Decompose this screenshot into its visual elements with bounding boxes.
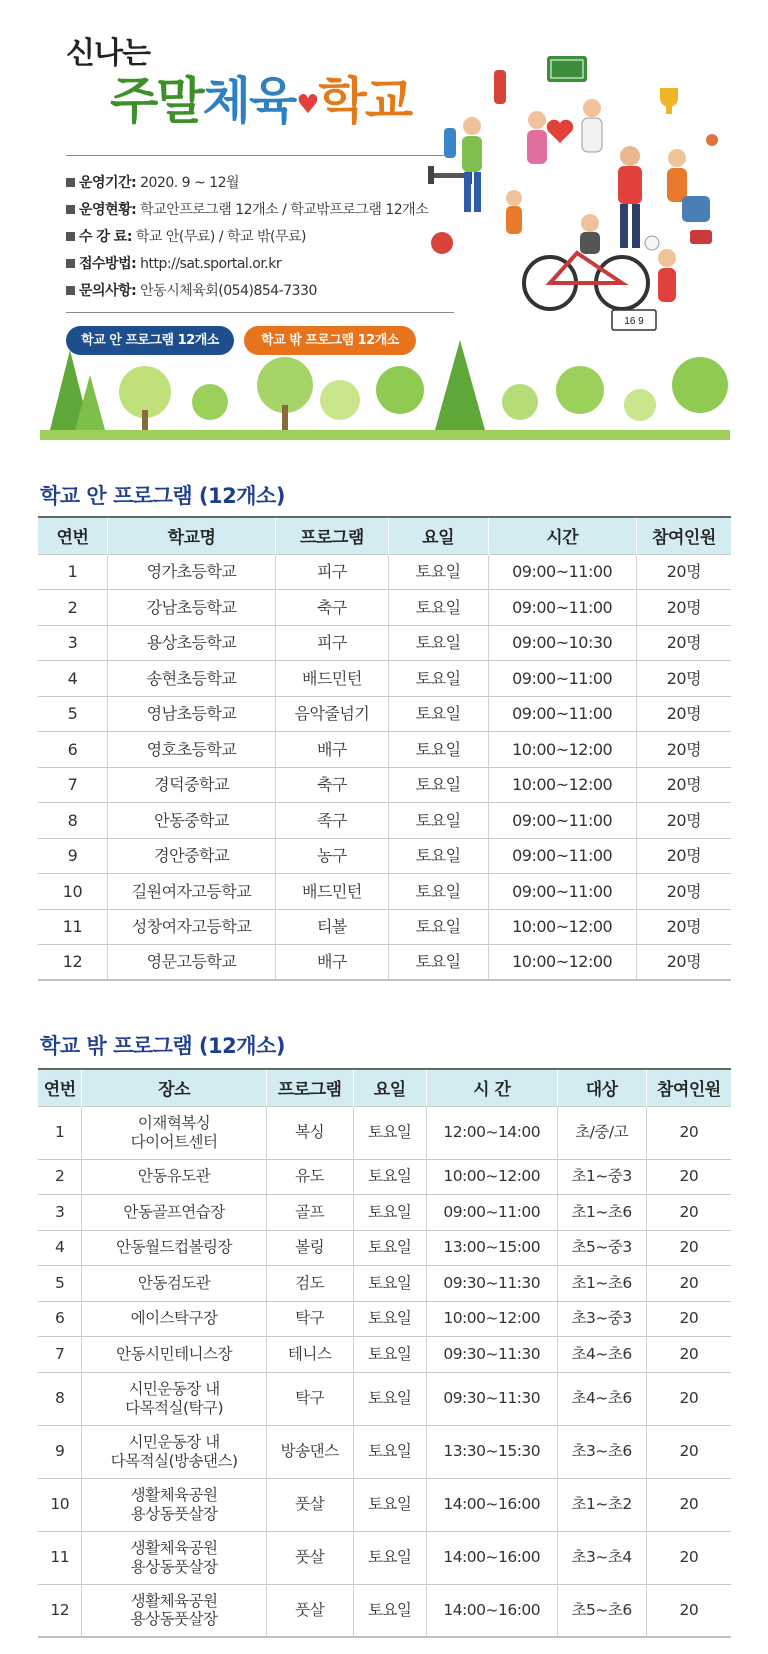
- table-row: [38, 909, 731, 945]
- table-cell: 초1~초6: [557, 1266, 646, 1302]
- table-cell: 성창여자고등학교: [107, 909, 275, 945]
- table-cell: 10: [38, 874, 107, 910]
- table-cell: 10: [38, 1478, 82, 1531]
- bottle-icon: [444, 128, 456, 158]
- table-cell: 20명: [636, 945, 731, 981]
- table-cell: 10:00~12:00: [488, 732, 636, 768]
- table-body: [38, 1106, 731, 1637]
- title-part-3: 학교: [318, 72, 412, 130]
- table-cell: 6: [38, 1301, 82, 1337]
- table-cell: 11: [38, 1531, 82, 1584]
- table-cell: 초1~초2: [557, 1478, 646, 1531]
- table-cell: 토요일: [388, 625, 488, 661]
- table-cell: 8: [38, 803, 107, 839]
- column-header: 요일: [388, 517, 488, 554]
- table-cell: 토요일: [388, 767, 488, 803]
- table-cell: 5: [38, 696, 107, 732]
- table-cell: 토요일: [388, 803, 488, 839]
- table-cell: 20명: [636, 838, 731, 874]
- table-cell: 09:00~11:00: [488, 803, 636, 839]
- table-cell: 초3~중3: [557, 1301, 646, 1337]
- table-cell: 09:00~11:00: [488, 590, 636, 626]
- table-cell: 초4~초6: [557, 1372, 646, 1425]
- table-cell: 토요일: [353, 1266, 426, 1302]
- table-cell: 영문고등학교: [107, 945, 275, 981]
- table-cell: 안동월드컵볼링장: [82, 1230, 266, 1266]
- table-cell: 영가초등학교: [107, 554, 275, 590]
- table-cell: 시민운동장 내 다목적실(탁구): [82, 1372, 266, 1425]
- table-cell: 12: [38, 1584, 82, 1637]
- table-cell: 09:00~10:30: [488, 625, 636, 661]
- column-header: 프로그램: [276, 517, 389, 554]
- table-row: [38, 1337, 731, 1373]
- heart-rate-icon: [547, 120, 573, 143]
- table-cell: 이재혁복싱 다이어트센터: [82, 1106, 266, 1159]
- table-cell: 배드민턴: [276, 874, 389, 910]
- table-cell: 5: [38, 1266, 82, 1302]
- column-header: 연번: [38, 517, 107, 554]
- table-row: [38, 1372, 731, 1425]
- table-cell: 10:00~12:00: [426, 1159, 557, 1195]
- table-cell: 검도: [266, 1266, 353, 1302]
- divider: [66, 312, 454, 313]
- table-cell: 배구: [276, 732, 389, 768]
- table-cell: 방송댄스: [266, 1425, 353, 1478]
- table-cell: 20: [646, 1301, 731, 1337]
- table-cell: 토요일: [353, 1531, 426, 1584]
- table-cell: 축구: [276, 767, 389, 803]
- table-cell: 10:00~12:00: [488, 909, 636, 945]
- table-row: [38, 1230, 731, 1266]
- title-part-2: 체육: [202, 72, 296, 130]
- table-cell: 토요일: [353, 1337, 426, 1373]
- table-cell: 생활체육공원 용상동풋살장: [82, 1478, 266, 1531]
- table-cell: 10:00~12:00: [426, 1301, 557, 1337]
- table-cell: 20: [646, 1266, 731, 1302]
- table-row: [38, 1159, 731, 1195]
- table-cell: 20명: [636, 554, 731, 590]
- table-row: [38, 803, 731, 839]
- table-cell: 영남초등학교: [107, 696, 275, 732]
- scoreboard-text: 16 9: [624, 316, 644, 327]
- signup-link[interactable]: http://sat.sportal.or.kr: [136, 256, 282, 272]
- table-cell: 1: [38, 554, 107, 590]
- table-row: [38, 590, 731, 626]
- bullet-icon: [66, 178, 75, 187]
- table-cell: 토요일: [388, 874, 488, 910]
- info-status: 운영현황: 학교안프로그램 12개소 / 학교밖프로그램 12개소: [66, 197, 428, 224]
- table-cell: 토요일: [353, 1195, 426, 1231]
- table-cell: 안동유도관: [82, 1159, 266, 1195]
- table-cell: 09:00~11:00: [488, 838, 636, 874]
- table-cell: 09:00~11:00: [488, 554, 636, 590]
- table-cell: 초/중/고: [557, 1106, 646, 1159]
- table-row: [38, 1195, 731, 1231]
- table-row: [38, 767, 731, 803]
- table-row: [38, 554, 731, 590]
- table-row: [38, 874, 731, 910]
- table-row: [38, 838, 731, 874]
- table-cell: 13:00~15:00: [426, 1230, 557, 1266]
- table-cell: 안동중학교: [107, 803, 275, 839]
- bullet-icon: [66, 286, 75, 295]
- table-cell: 토요일: [353, 1425, 426, 1478]
- inside-program-pill: 학교 안 프로그램 12개소: [66, 326, 234, 355]
- table-cell: 20명: [636, 696, 731, 732]
- table-cell: 토요일: [353, 1230, 426, 1266]
- inside-program-table: [38, 516, 731, 981]
- table-cell: 2: [38, 590, 107, 626]
- table-row: [38, 1478, 731, 1531]
- table-row: [38, 696, 731, 732]
- table-cell: 11: [38, 909, 107, 945]
- table-cell: 티볼: [276, 909, 389, 945]
- column-header: 프로그램: [266, 1069, 353, 1106]
- table-cell: 토요일: [353, 1584, 426, 1637]
- table-body: [38, 554, 731, 980]
- table-cell: 안동골프연습장: [82, 1195, 266, 1231]
- table-row: [38, 945, 731, 981]
- table-row: [38, 1584, 731, 1637]
- table-cell: 14:00~16:00: [426, 1478, 557, 1531]
- banner: [40, 0, 730, 440]
- bullet-icon: [66, 259, 75, 268]
- table-cell: 안동시민테니스장: [82, 1337, 266, 1373]
- table-cell: 20: [646, 1159, 731, 1195]
- table-cell: 복싱: [266, 1106, 353, 1159]
- table-cell: 09:00~11:00: [426, 1195, 557, 1231]
- table-cell: 8: [38, 1372, 82, 1425]
- table-cell: 에이스탁구장: [82, 1301, 266, 1337]
- table-cell: 6: [38, 732, 107, 768]
- table-cell: 토요일: [353, 1106, 426, 1159]
- column-header: 요일: [353, 1069, 426, 1106]
- table-cell: 초3~초4: [557, 1531, 646, 1584]
- table-cell: 축구: [276, 590, 389, 626]
- table-cell: 초3~초6: [557, 1425, 646, 1478]
- table-cell: 족구: [276, 803, 389, 839]
- outside-program-title: 학교 밖 프로그램 (12개소): [40, 1034, 285, 1058]
- outside-program-table: [38, 1068, 731, 1638]
- table-cell: 20명: [636, 590, 731, 626]
- table-cell: 토요일: [388, 732, 488, 768]
- table-row: [38, 1301, 731, 1337]
- table-cell: 14:00~16:00: [426, 1584, 557, 1637]
- title-part-1: 주말: [110, 72, 203, 130]
- table-row: [38, 1425, 731, 1478]
- table-cell: 피구: [276, 554, 389, 590]
- table-cell: 영호초등학교: [107, 732, 275, 768]
- table-cell: 음악줄넘기: [276, 696, 389, 732]
- table-cell: 09:30~11:30: [426, 1372, 557, 1425]
- table-cell: 9: [38, 1425, 82, 1478]
- table-cell: 20명: [636, 803, 731, 839]
- table-cell: 20명: [636, 732, 731, 768]
- table-cell: 20: [646, 1584, 731, 1637]
- table-cell: 토요일: [388, 554, 488, 590]
- table-cell: 배구: [276, 945, 389, 981]
- table-row: [38, 1266, 731, 1302]
- trophy-icon: [660, 88, 678, 107]
- table-cell: 10:00~12:00: [488, 767, 636, 803]
- table-cell: 생활체육공원 용상동풋살장: [82, 1584, 266, 1637]
- table-cell: 2: [38, 1159, 82, 1195]
- table-cell: 20: [646, 1531, 731, 1584]
- table-cell: 초1~초6: [557, 1195, 646, 1231]
- table-cell: 09:30~11:30: [426, 1337, 557, 1373]
- helmet-icon: [431, 232, 453, 254]
- table-row: [38, 732, 731, 768]
- info-signup: 접수방법: http://sat.sportal.or.kr: [66, 251, 428, 278]
- table-cell: 초5~중3: [557, 1230, 646, 1266]
- banner-subtitle: 신나는: [66, 36, 150, 71]
- outside-program-pill: 학교 밖 프로그램 12개소: [244, 326, 416, 355]
- table-cell: 토요일: [353, 1372, 426, 1425]
- info-list: [66, 170, 428, 305]
- table-cell: 3: [38, 1195, 82, 1231]
- table-cell: 9: [38, 838, 107, 874]
- sports-bag-icon: [682, 196, 710, 222]
- table-cell: 탁구: [266, 1372, 353, 1425]
- table-cell: 4: [38, 661, 107, 697]
- column-header: 참여인원: [646, 1069, 731, 1106]
- column-header: 시간: [488, 517, 636, 554]
- glove-icon: [690, 230, 712, 244]
- table-cell: 09:00~11:00: [488, 696, 636, 732]
- table-cell: 풋살: [266, 1531, 353, 1584]
- bicycle-icon: [524, 214, 648, 309]
- column-header: 대상: [557, 1069, 646, 1106]
- table-cell: 12:00~14:00: [426, 1106, 557, 1159]
- table-row: [38, 625, 731, 661]
- table-cell: 길원여자고등학교: [107, 874, 275, 910]
- basketball-icon: [706, 134, 718, 146]
- table-header-row: [38, 517, 731, 554]
- table-cell: 20: [646, 1230, 731, 1266]
- table-cell: 유도: [266, 1159, 353, 1195]
- divider: [66, 155, 454, 156]
- info-fee: 수 강 료: 학교 안(무료) / 학교 밖(무료): [66, 224, 428, 251]
- table-cell: 12: [38, 945, 107, 981]
- table-cell: 배드민턴: [276, 661, 389, 697]
- table-cell: 20: [646, 1106, 731, 1159]
- table-cell: 1: [38, 1106, 82, 1159]
- bullet-icon: [66, 205, 75, 214]
- table-cell: 풋살: [266, 1584, 353, 1637]
- table-cell: 테니스: [266, 1337, 353, 1373]
- table-cell: 토요일: [388, 696, 488, 732]
- table-cell: 20명: [636, 874, 731, 910]
- table-cell: 시민운동장 내 다목적실(방송댄스): [82, 1425, 266, 1478]
- table-cell: 풋살: [266, 1478, 353, 1531]
- table-cell: 초5~초6: [557, 1584, 646, 1637]
- table-cell: 토요일: [388, 909, 488, 945]
- table-row: [38, 1106, 731, 1159]
- table-cell: 토요일: [388, 590, 488, 626]
- table-cell: 경덕중학교: [107, 767, 275, 803]
- table-cell: 20: [646, 1372, 731, 1425]
- sports-illustration: [422, 48, 722, 348]
- table-cell: 20: [646, 1425, 731, 1478]
- table-cell: 토요일: [353, 1478, 426, 1531]
- info-period: 운영기간: 2020. 9 ~ 12월: [66, 170, 428, 197]
- heart-icon: ♥: [296, 89, 318, 120]
- table-cell: 볼링: [266, 1230, 353, 1266]
- column-header: 연번: [38, 1069, 82, 1106]
- table-cell: 경안중학교: [107, 838, 275, 874]
- inside-program-title: 학교 안 프로그램 (12개소): [40, 484, 285, 508]
- table-cell: 3: [38, 625, 107, 661]
- table-cell: 토요일: [353, 1301, 426, 1337]
- table-cell: 골프: [266, 1195, 353, 1231]
- table-cell: 송현초등학교: [107, 661, 275, 697]
- table-cell: 초1~중3: [557, 1159, 646, 1195]
- table-cell: 7: [38, 767, 107, 803]
- table-cell: 10:00~12:00: [488, 945, 636, 981]
- table-cell: 09:00~11:00: [488, 874, 636, 910]
- table-cell: 20명: [636, 767, 731, 803]
- table-cell: 피구: [276, 625, 389, 661]
- table-cell: 초4~초6: [557, 1337, 646, 1373]
- column-header: 장소: [82, 1069, 266, 1106]
- table-cell: 09:30~11:30: [426, 1266, 557, 1302]
- table-cell: 20명: [636, 909, 731, 945]
- table-cell: 탁구: [266, 1301, 353, 1337]
- table-cell: 13:30~15:30: [426, 1425, 557, 1478]
- table-cell: 토요일: [353, 1159, 426, 1195]
- banner-title: [110, 72, 412, 130]
- table-cell: 4: [38, 1230, 82, 1266]
- table-cell: 14:00~16:00: [426, 1531, 557, 1584]
- table-cell: 20: [646, 1478, 731, 1531]
- column-header: 참여인원: [636, 517, 731, 554]
- column-header: 시 간: [426, 1069, 557, 1106]
- table-row: [38, 1531, 731, 1584]
- table-cell: 7: [38, 1337, 82, 1373]
- tree-decoration: [40, 330, 730, 440]
- table-cell: 안동검도관: [82, 1266, 266, 1302]
- table-cell: 20명: [636, 625, 731, 661]
- table-cell: 20: [646, 1337, 731, 1373]
- table-cell: 토요일: [388, 838, 488, 874]
- table-cell: 20: [646, 1195, 731, 1231]
- table-cell: 09:00~11:00: [488, 661, 636, 697]
- table-cell: 생활체육공원 용상동풋살장: [82, 1531, 266, 1584]
- table-cell: 토요일: [388, 661, 488, 697]
- volleyball-icon: [645, 236, 659, 250]
- info-contact: 문의사항: 안동시체육회(054)854-7330: [66, 278, 428, 305]
- punching-bag-icon: [494, 70, 506, 104]
- table-cell: 강남초등학교: [107, 590, 275, 626]
- table-cell: 20명: [636, 661, 731, 697]
- table-header-row: [38, 1069, 731, 1106]
- table-row: [38, 661, 731, 697]
- table-cell: 농구: [276, 838, 389, 874]
- column-header: 학교명: [107, 517, 275, 554]
- bullet-icon: [66, 232, 75, 241]
- table-cell: 토요일: [388, 945, 488, 981]
- table-cell: 용상초등학교: [107, 625, 275, 661]
